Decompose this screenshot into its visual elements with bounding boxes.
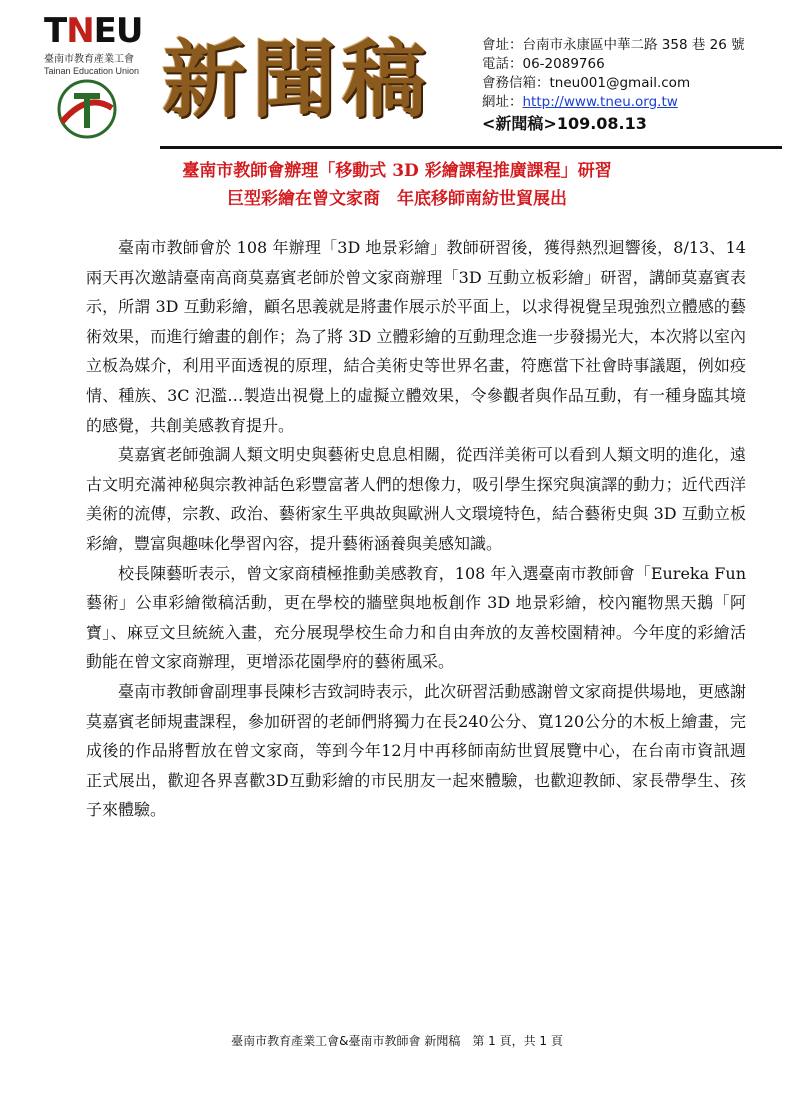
letterhead — [0, 0, 794, 150]
header-divider — [160, 146, 782, 149]
union-logo-mark — [44, 11, 154, 51]
article-body — [86, 233, 746, 825]
org-name-en: Tainan Education Union — [44, 66, 140, 76]
page-footer: 臺南市教育產業工會&臺南市教師會 新聞稿 第 1 頁，共 1 頁 — [231, 1034, 563, 1048]
org-name-zh: 臺南市教育產業工會 — [44, 54, 134, 65]
union-logo — [44, 11, 154, 76]
website — [482, 93, 745, 112]
paragraph-2: 莫嘉賓老師強調人類文明史與藝術史息息相關，從西洋美術可以看到人類文明的進化，遠古文明充滿神秘與宗教神話色彩豐富著人們的想像力，吸引學生探究與演譯的動力；近代西洋美術的流傳，宗教、政治、藝術家生平典故與歐洲人文環境特色，結合藝術史與 3D 互動立板彩繪，豐富與趣味化學習內容，提升藝術涵養與美感知識。 — [86, 445, 746, 553]
press-release-banner: 新聞稿 — [162, 30, 433, 129]
email: 會務信箱：tneu001@gmail.com — [482, 75, 691, 91]
website-link[interactable]: http://www.tneu.org.tw — [522, 94, 678, 110]
headline-line-2: 巨型彩繪在曾文家商 年底移師南紡世貿展出 — [227, 189, 567, 209]
address: 會址：台南市永康區中華二路 358 巷 26 號 — [482, 37, 745, 53]
paragraph-4: 臺南市教師會副理事長陳杉吉致詞時表示，此次研習活動感謝曾文家商提供場地，更感謝莫嘉賓老師規畫課程，參加研習的老師們將獨力在長240公分、寬120公分的木板上繪畫，完成後的作品將暫放在曾文家商，等到今年12月中再移師南紡世貿展覽中心，在台南市資訊週正式展出，歡迎各界喜歡3D互動彩繪的市民朋友一起來體驗，也歡迎教師、家長帶學生、孩子來體驗。 — [86, 681, 746, 820]
logo-letters-eu: EU — [93, 11, 143, 51]
contact-block — [482, 36, 745, 133]
logo-letter-n: N — [66, 11, 94, 51]
headline-line-1: 臺南市教師會辦理「移動式 3D 彩繪課程推廣課程」研習 — [182, 161, 612, 181]
teachers-association-seal-icon — [52, 78, 122, 140]
paragraph-1: 臺南市教師會於 108 年辦理「3D 地景彩繪」教師研習後，獲得熱烈迴響後，8/13、14 兩天再次邀請臺南高商莫嘉賓老師於曾文家商辦理「3D 互動立板彩繪」研習，講師莫嘉賓表示，所謂 3D 互動彩繪，顧名思義就是將畫作展示於平面上，以求得視覺呈現強烈立體感的藝術效果，而進行繪畫的創作；為了將 3D 立體彩繪的互動理念進一步發揚光大，本次將以室內立板為媒介，利用平面透視的原理，結合美術史等世界名畫，符應當下社會時事議題，例如疫情、種族、3C 氾濫…製造出視覺上的虛擬立體效果，令參觀者與作品互動，有一種身臨其境的感覺，共創美感教育提升。 — [86, 238, 746, 435]
release-date: <新聞稿>109.08.13 — [482, 114, 647, 133]
logo-letter-t: T — [44, 11, 67, 51]
website-label: 網址： — [482, 94, 523, 110]
paragraph-3: 校長陳藝昕表示，曾文家商積極推動美感教育，108 年入選臺南市教師會「Eureka Fun 藝術」公車彩繪徵稿活動，更在學校的牆壁與地板創作 3D 地景彩繪，校內寵物黑天鵝「阿寶」、麻豆文旦統統入畫，充分展現學校生命力和自由奔放的友善校園精神。今年度的彩繪活動能在曾文家商辦理，更增添花園學府的藝術風采。 — [86, 563, 746, 672]
phone: 電話：06-2089766 — [482, 56, 605, 72]
